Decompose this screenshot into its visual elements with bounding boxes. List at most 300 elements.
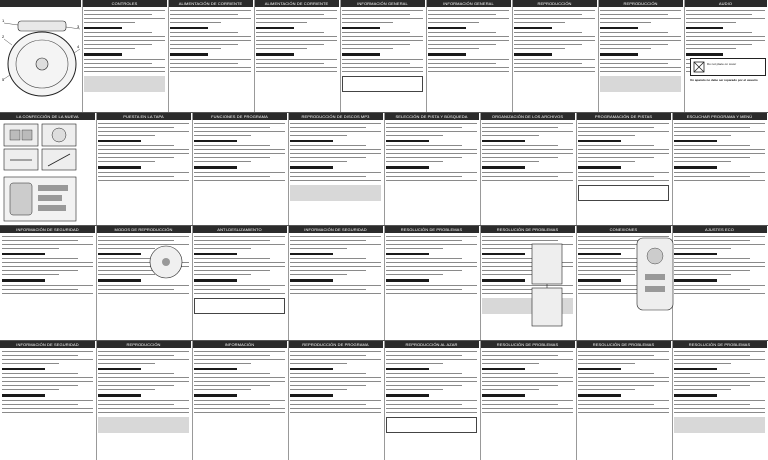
body-text-line	[84, 40, 165, 41]
body-text-line	[386, 363, 443, 364]
body-text-line	[482, 180, 573, 181]
body-text-line	[342, 67, 423, 68]
body-text-line	[482, 355, 558, 356]
body-text-line	[514, 36, 595, 37]
subheading-bar	[290, 279, 333, 282]
body-text-line	[98, 412, 189, 413]
body-text-line	[194, 135, 251, 136]
body-text-line	[386, 123, 477, 124]
body-text-line	[674, 145, 750, 146]
subheading-bar	[482, 166, 525, 169]
subheading-bar	[290, 394, 333, 397]
body-text-line	[84, 44, 152, 45]
body-text-line	[2, 355, 78, 356]
body-text-line	[290, 373, 366, 374]
body-text-line	[256, 40, 337, 41]
subheading-bar	[686, 27, 723, 30]
section-title: CONEXIONES	[609, 227, 638, 232]
body-text-line	[194, 412, 285, 413]
body-text-line	[578, 157, 654, 158]
column-header	[598, 0, 683, 7]
column-divider	[684, 0, 685, 112]
body-text-line	[600, 44, 668, 45]
body-text-line	[386, 266, 477, 267]
body-text-line	[290, 172, 381, 173]
column-header	[192, 341, 287, 348]
body-text-line	[194, 236, 285, 237]
body-text-line	[290, 127, 366, 128]
body-text-line	[386, 180, 477, 181]
body-text-line	[98, 236, 189, 237]
body-text-line	[170, 48, 221, 49]
body-text-line	[674, 258, 750, 259]
body-text-line	[2, 258, 78, 259]
body-text-line	[600, 71, 681, 72]
body-text-line	[194, 270, 270, 271]
body-text-line	[98, 157, 174, 158]
section-title: LA CONFECCIÓN DE LA NUEVA	[16, 114, 79, 119]
note-box	[84, 76, 165, 92]
subheading-bar	[2, 394, 45, 397]
subheading-bar	[482, 140, 525, 143]
body-text-line	[482, 400, 573, 401]
body-text-line	[600, 32, 668, 33]
body-text-line	[386, 157, 462, 158]
body-text-line	[194, 373, 270, 374]
column-header	[96, 113, 191, 120]
body-text-line	[2, 373, 78, 374]
section-title: RESOLUCIÓN DE PROBLEMAS	[496, 342, 559, 347]
body-text-line	[600, 63, 668, 64]
section-title: SELECCIÓN DE PISTA Y BÚSQUEDA	[395, 114, 468, 119]
body-text-line	[578, 131, 669, 132]
body-text-line	[290, 274, 347, 275]
body-text-line	[514, 40, 595, 41]
column-header	[96, 226, 191, 233]
warning-text: Do not place on cover	[707, 62, 737, 66]
body-text-line	[428, 22, 479, 23]
body-text-line	[2, 266, 93, 267]
subheading-bar	[290, 253, 333, 256]
body-text-line	[98, 161, 155, 162]
manual-column	[0, 341, 95, 460]
manual-column	[512, 0, 597, 112]
body-text-line	[428, 44, 496, 45]
body-text-line	[578, 404, 654, 405]
body-text-line	[98, 400, 189, 401]
body-text-line	[194, 351, 285, 352]
section-title: REPRODUCCIÓN DE PROGRAMA	[302, 342, 369, 347]
manual-column	[480, 341, 575, 460]
body-text-line	[342, 36, 423, 37]
body-text-line	[428, 10, 509, 11]
body-text-line	[514, 71, 595, 72]
body-text-line	[578, 161, 635, 162]
column-header	[0, 0, 81, 7]
body-text-line	[428, 71, 509, 72]
body-text-line	[2, 385, 78, 386]
body-text-line	[170, 10, 251, 11]
subheading-bar	[290, 166, 333, 169]
body-text-line	[428, 63, 496, 64]
body-text-line	[686, 22, 736, 23]
section-title: PUESTA EN LA TAPA	[123, 114, 164, 119]
column-divider	[576, 341, 577, 460]
body-text-line	[256, 44, 324, 45]
column-divider	[672, 341, 673, 460]
column-header	[340, 0, 425, 7]
subheading-bar	[194, 368, 237, 371]
tier-divider	[0, 340, 768, 341]
column-header	[480, 226, 575, 233]
body-text-line	[686, 10, 765, 11]
subheading-bar	[428, 53, 466, 56]
body-text-line	[674, 359, 765, 360]
body-text-line	[386, 236, 477, 237]
body-text-line	[290, 270, 366, 271]
body-text-line	[578, 176, 654, 177]
manual-column	[340, 0, 425, 112]
body-text-line	[194, 157, 270, 158]
body-text-line	[290, 351, 381, 352]
warning-callout	[690, 58, 766, 76]
body-text-line	[386, 244, 477, 245]
body-text-line	[514, 32, 582, 33]
body-text-line	[482, 149, 573, 150]
column-header	[480, 341, 575, 348]
subheading-bar	[194, 279, 237, 282]
subheading-bar	[194, 394, 237, 397]
manual-column	[576, 113, 671, 225]
manual-column	[288, 113, 383, 225]
section-title: PROGRAMACIÓN DE PISTAS	[594, 114, 653, 119]
body-text-line	[256, 14, 324, 15]
section-title: INFORMACIÓN GENERAL	[443, 1, 494, 6]
column-header	[576, 341, 671, 348]
body-text-line	[290, 135, 347, 136]
body-text-line	[386, 285, 477, 286]
body-text-line	[674, 293, 765, 294]
body-text-line	[342, 18, 423, 19]
body-text-line	[290, 266, 381, 267]
body-text-line	[514, 44, 582, 45]
body-text-line	[674, 236, 765, 237]
body-text-line	[170, 44, 238, 45]
body-text-line	[290, 248, 347, 249]
body-text-line	[386, 389, 443, 390]
column-divider	[288, 341, 289, 460]
body-text-line	[84, 48, 135, 49]
body-text-line	[194, 172, 285, 173]
body-text-line	[2, 285, 93, 286]
body-text-line	[578, 351, 669, 352]
manual-column	[96, 341, 191, 460]
body-text-line	[342, 22, 393, 23]
note-box	[674, 417, 765, 433]
body-text-line	[290, 131, 381, 132]
body-text-line	[674, 408, 765, 409]
column-divider	[598, 0, 599, 112]
section-title: REPRODUCCIÓN	[623, 1, 658, 6]
body-text-line	[386, 131, 477, 132]
body-text-line	[194, 127, 270, 128]
column-divider	[192, 113, 193, 225]
manual-column	[254, 0, 339, 112]
section-title: CONTROLES	[111, 1, 138, 6]
body-text-line	[386, 262, 477, 263]
body-text-line	[256, 22, 307, 23]
column-header	[288, 113, 383, 120]
body-text-line	[482, 161, 539, 162]
body-text-line	[194, 149, 285, 150]
body-text-line	[674, 389, 731, 390]
column-header	[168, 0, 253, 7]
body-text-line	[428, 32, 496, 33]
column-header	[0, 113, 95, 120]
body-text-line	[674, 123, 765, 124]
body-text-line	[674, 289, 750, 290]
body-text-line	[342, 14, 410, 15]
body-text-line	[514, 18, 595, 19]
body-text-line	[578, 135, 635, 136]
body-text-line	[194, 153, 285, 154]
body-text-line	[578, 355, 654, 356]
body-text-line	[342, 59, 423, 60]
manual-column	[0, 226, 95, 340]
body-text-line	[194, 385, 270, 386]
body-text-line	[98, 385, 174, 386]
body-text-line	[386, 377, 477, 378]
body-text-line	[482, 381, 573, 382]
body-text-line	[194, 293, 285, 294]
body-text-line	[686, 36, 765, 37]
body-text-line	[98, 373, 174, 374]
body-text-line	[428, 40, 509, 41]
subheading-bar	[482, 368, 525, 371]
body-text-line	[84, 36, 165, 37]
body-text-line	[600, 22, 651, 23]
body-text-line	[482, 363, 539, 364]
body-text-line	[578, 127, 654, 128]
subheading-bar	[482, 279, 525, 282]
body-text-line	[482, 236, 573, 237]
column-divider	[254, 0, 255, 112]
body-text-line	[386, 248, 443, 249]
body-text-line	[256, 32, 324, 33]
subheading-bar	[578, 368, 621, 371]
column-divider	[384, 113, 385, 225]
section-title: INFORMACIÓN DE SEGURIDAD	[16, 227, 79, 232]
manual-column	[672, 226, 767, 340]
body-text-line	[578, 373, 654, 374]
body-text-line	[386, 412, 477, 413]
subheading-bar	[256, 53, 294, 56]
body-text-line	[578, 377, 669, 378]
body-text-line	[194, 240, 270, 241]
body-text-line	[2, 400, 93, 401]
section-title: ESCUCHAR PROGRAMA Y MENÚ	[686, 114, 753, 119]
subheading-bar	[98, 279, 141, 282]
manual-column	[288, 226, 383, 340]
body-text-line	[256, 71, 337, 72]
body-text-line	[98, 389, 155, 390]
column-header	[192, 113, 287, 120]
section-title: FUNCIONES DE PROGRAMA	[211, 114, 268, 119]
subheading-bar	[290, 140, 333, 143]
body-text-line	[170, 22, 221, 23]
body-text-line	[428, 67, 509, 68]
subheading-bar	[170, 53, 208, 56]
manual-column	[598, 0, 683, 112]
body-text-line	[386, 172, 477, 173]
body-text-line	[386, 258, 462, 259]
connection-figure	[528, 240, 568, 330]
body-text-line	[98, 145, 174, 146]
body-text-line	[514, 67, 595, 68]
column-header	[192, 226, 287, 233]
subheading-bar	[170, 27, 208, 30]
body-text-line	[482, 404, 558, 405]
body-text-line	[428, 14, 496, 15]
column-header	[576, 113, 671, 120]
body-text-line	[194, 244, 285, 245]
body-text-line	[98, 180, 189, 181]
column-divider	[96, 341, 97, 460]
body-text-line	[170, 14, 238, 15]
body-text-line	[98, 123, 189, 124]
body-text-line	[98, 363, 155, 364]
subheading-bar	[386, 394, 429, 397]
body-text-line	[482, 157, 558, 158]
subheading-bar	[194, 140, 237, 143]
figure-number: 2	[2, 34, 5, 39]
body-text-line	[674, 351, 765, 352]
body-text-line	[194, 262, 285, 263]
subheading-bar	[386, 253, 429, 256]
body-text-line	[194, 285, 285, 286]
body-text-line	[674, 180, 765, 181]
body-text-line	[256, 36, 337, 37]
body-text-line	[674, 385, 750, 386]
manual-column	[684, 0, 767, 112]
section-title: INFORMACIÓN	[224, 342, 255, 347]
subheading-bar	[674, 140, 717, 143]
body-text-line	[482, 135, 539, 136]
column-divider	[576, 226, 577, 340]
column-header	[384, 341, 479, 348]
subheading-bar	[674, 166, 717, 169]
manual-column	[192, 341, 287, 460]
body-text-line	[98, 131, 189, 132]
section-title: RESOLUCIÓN DE PROBLEMAS	[496, 227, 559, 232]
body-text-line	[256, 48, 307, 49]
body-text-line	[98, 355, 174, 356]
body-text-line	[290, 355, 366, 356]
body-text-line	[2, 293, 93, 294]
column-divider	[96, 113, 97, 225]
subheading-bar	[98, 368, 141, 371]
body-text-line	[674, 248, 731, 249]
body-text-line	[194, 404, 270, 405]
battery-figures	[2, 122, 78, 172]
body-text-line	[578, 149, 669, 150]
manual-column	[384, 226, 479, 340]
body-text-line	[290, 363, 347, 364]
body-text-line	[578, 274, 635, 275]
subheading-bar	[194, 166, 237, 169]
subheading-bar	[98, 166, 141, 169]
body-text-line	[578, 381, 669, 382]
body-text-line	[674, 373, 750, 374]
no-object-icon	[693, 61, 705, 73]
body-text-line	[674, 161, 731, 162]
note-box	[98, 417, 189, 433]
tier-2	[0, 113, 768, 225]
body-text-line	[84, 18, 165, 19]
body-text-line	[482, 351, 573, 352]
body-text-line	[578, 123, 669, 124]
body-text-line	[194, 381, 285, 382]
body-text-line	[2, 408, 93, 409]
section-title: AUDIO	[718, 1, 733, 6]
column-divider	[168, 0, 169, 112]
body-text-line	[600, 14, 668, 15]
body-text-line	[98, 240, 174, 241]
body-text-line	[674, 153, 765, 154]
body-text-line	[290, 389, 347, 390]
manual-column	[480, 113, 575, 225]
body-text-line	[98, 359, 189, 360]
body-text-line	[84, 71, 165, 72]
column-divider	[96, 226, 97, 340]
section-title: REPRODUCCIÓN AL AZAR	[405, 342, 458, 347]
manual-column	[672, 113, 767, 225]
body-text-line	[386, 293, 477, 294]
body-text-line	[170, 18, 251, 19]
body-text-line	[194, 180, 285, 181]
body-text-line	[482, 412, 573, 413]
body-text-line	[194, 248, 251, 249]
body-text-line	[290, 262, 381, 263]
subheading-bar	[98, 253, 141, 256]
body-text-line	[386, 355, 462, 356]
column-divider	[576, 113, 577, 225]
tier-4	[0, 341, 768, 460]
section-title: MODOS DE REPRODUCCIÓN	[114, 227, 173, 232]
body-text-line	[342, 63, 410, 64]
body-text-line	[2, 262, 93, 263]
body-text-line	[482, 408, 573, 409]
manual-column	[82, 0, 167, 112]
body-text-line	[482, 385, 558, 386]
body-text-line	[674, 266, 765, 267]
column-divider	[288, 226, 289, 340]
body-text-line	[386, 359, 477, 360]
body-text-line	[256, 59, 337, 60]
body-text-line	[2, 248, 59, 249]
body-text-line	[386, 408, 477, 409]
column-divider	[192, 341, 193, 460]
subheading-bar	[256, 27, 294, 30]
manual-column	[192, 226, 287, 340]
body-text-line	[98, 127, 174, 128]
body-text-line	[194, 258, 270, 259]
body-text-line	[674, 270, 750, 271]
body-text-line	[482, 127, 558, 128]
body-text-line	[2, 240, 78, 241]
body-text-line	[290, 289, 366, 290]
subheading-bar	[386, 166, 429, 169]
